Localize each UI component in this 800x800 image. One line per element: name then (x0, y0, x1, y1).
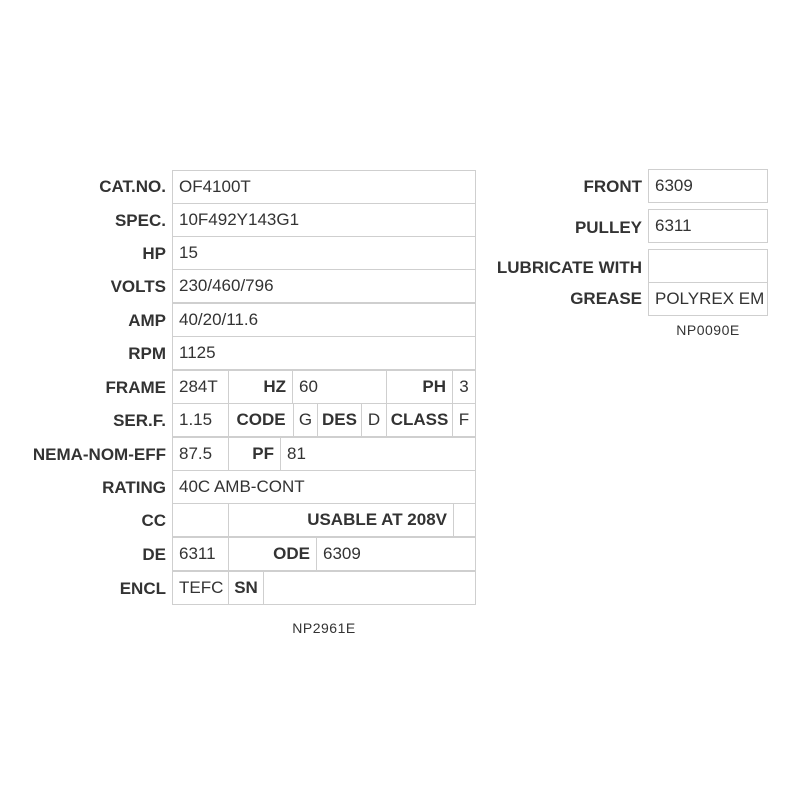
serf-value: 1.15 (172, 403, 229, 437)
sn-label: SN (228, 571, 264, 605)
frame-value: 284T (172, 370, 229, 404)
volts-value: 230/460/796 (172, 269, 476, 303)
nema-value: 87.5 (172, 437, 229, 471)
ph-value: 3 (452, 370, 476, 404)
front-value: 6309 (648, 169, 768, 203)
spec-label: SPEC. (114, 211, 166, 230)
nema-label: NEMA-NOM-EFF (32, 445, 166, 464)
ph-label: PH (386, 370, 453, 404)
encl-value: TEFC (172, 571, 229, 605)
hz-value: 60 (292, 370, 387, 404)
amp-label: AMP (128, 311, 166, 330)
usable-blank-cell (453, 503, 476, 537)
pulley-label: PULLEY (574, 218, 642, 237)
bearing-plate-code: NP0090E (676, 322, 740, 338)
lubricate-label: LUBRICATE WITH (496, 258, 642, 277)
class-value: F (452, 403, 476, 437)
pulley-value: 6311 (648, 209, 768, 243)
class-label: CLASS (386, 403, 453, 437)
cat-no-label: CAT.NO. (99, 177, 166, 196)
des-value: D (361, 403, 387, 437)
grease-value: POLYREX EM (648, 282, 768, 316)
spec-value: 10F492Y143G1 (172, 203, 476, 237)
ode-value: 6309 (316, 537, 476, 571)
cat-no-value: OF4100T (172, 170, 476, 204)
pf-value: 81 (280, 437, 476, 471)
front-label: FRONT (583, 177, 642, 196)
rating-label: RATING (102, 478, 166, 497)
code-value: G (293, 403, 318, 437)
hz-label: HZ (228, 370, 293, 404)
des-label: DES (317, 403, 362, 437)
ode-label: ODE (228, 537, 317, 571)
cc-value (172, 503, 229, 537)
de-label: DE (142, 545, 166, 564)
serf-label: SER.F. (113, 411, 166, 430)
rating-value: 40C AMB-CONT (172, 470, 476, 504)
code-label: CODE (228, 403, 294, 437)
pf-label: PF (228, 437, 281, 471)
hp-value: 15 (172, 236, 476, 270)
de-value: 6311 (172, 537, 229, 571)
hp-label: HP (142, 244, 166, 263)
rpm-label: RPM (128, 344, 166, 363)
rpm-value: 1125 (172, 336, 476, 370)
encl-label: ENCL (119, 579, 166, 598)
amp-value: 40/20/11.6 (172, 303, 476, 337)
cc-label: CC (141, 511, 166, 530)
sn-value (263, 571, 476, 605)
lubricate-value (648, 249, 768, 283)
volts-label: VOLTS (110, 277, 166, 296)
motor-plate-code: NP2961E (292, 620, 356, 636)
usable-note: USABLE AT 208V (228, 503, 454, 537)
grease-label: GREASE (570, 289, 642, 308)
frame-label: FRAME (105, 378, 166, 397)
